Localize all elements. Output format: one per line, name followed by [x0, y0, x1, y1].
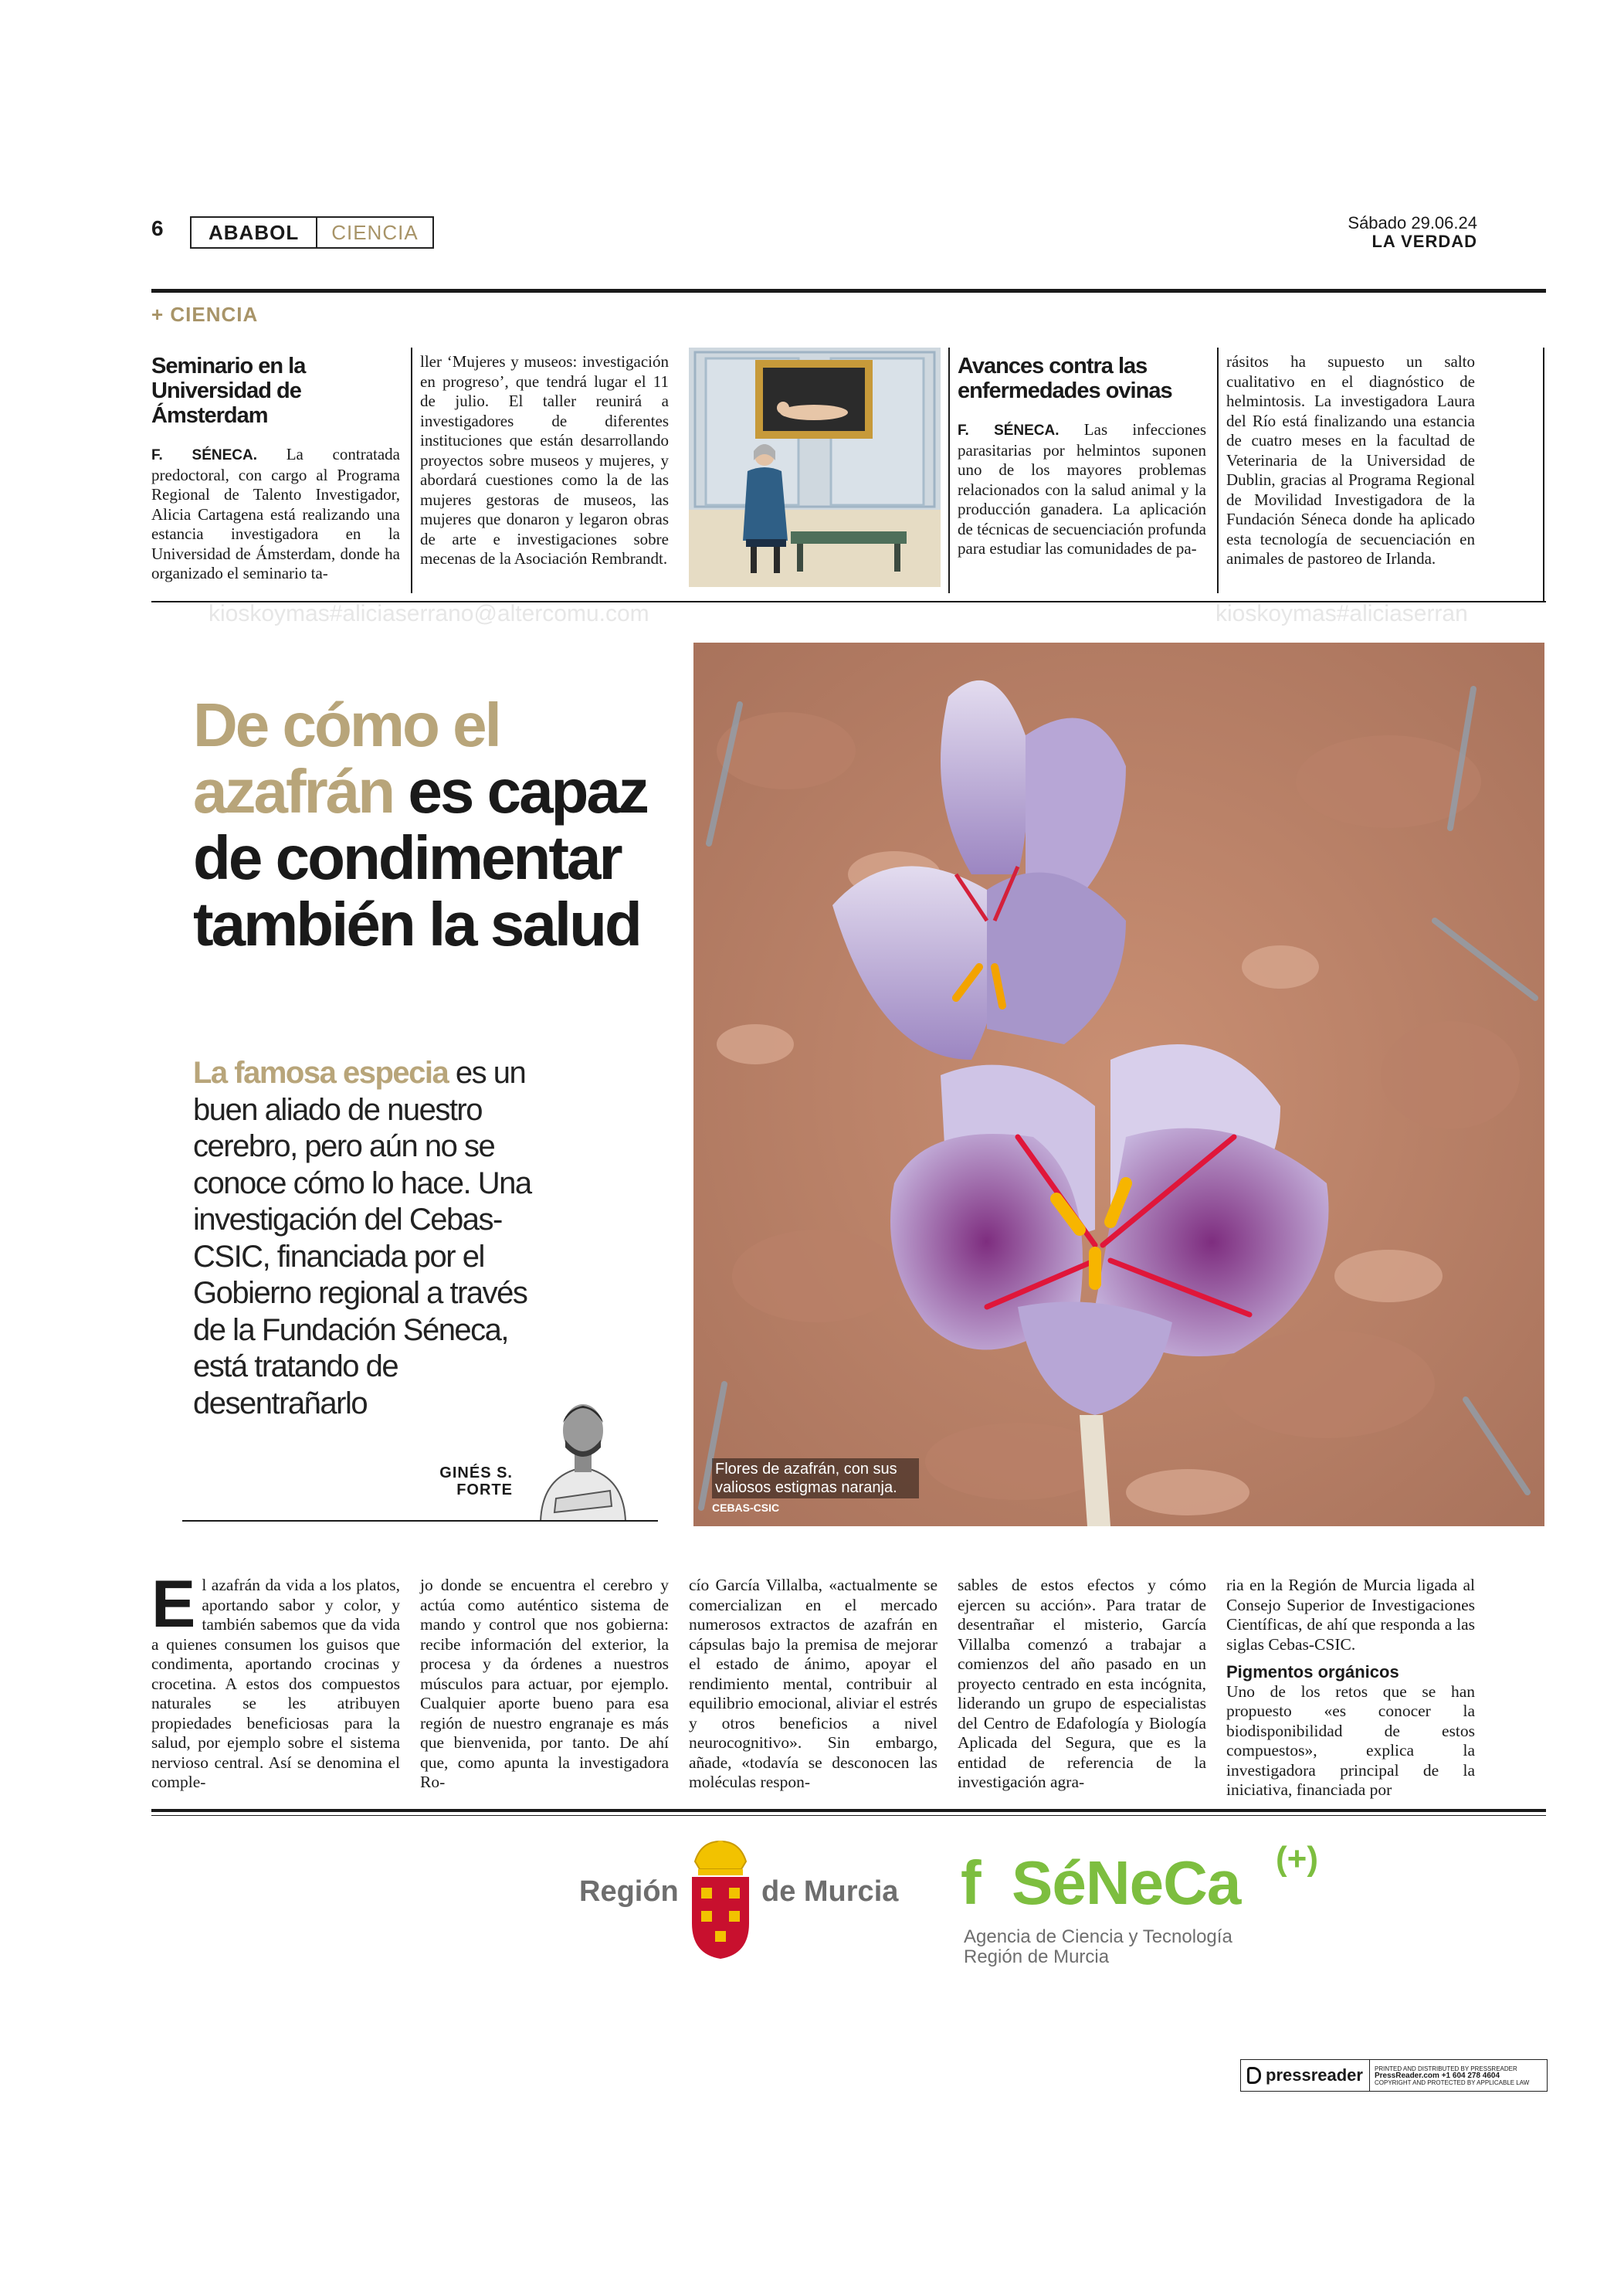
brief-ovinas-text [958, 420, 1206, 559]
brief-ovinas-title: Avances contra las enfermedades ovinas [958, 354, 1172, 403]
museum-illustration [689, 348, 941, 587]
bottom-rule-thin [151, 1815, 1546, 1816]
issue-date: Sábado 29.06.24 [1348, 213, 1477, 232]
seneca-tagline-2: Región de Murcia [964, 1946, 1110, 1967]
region-logo-text-left: Región [579, 1875, 679, 1908]
pressreader-line-3: COPYRIGHT AND PROTECTED BY APPLICABLE LAW [1374, 2079, 1530, 2086]
pressreader-line-1: PRINTED AND DISTRIBUTED BY PRESSREADER [1374, 2065, 1517, 2072]
brief-amsterdam-text [151, 445, 400, 584]
section-kicker: + CIENCIA [151, 303, 259, 326]
seneca-logo-plus: (+) [1276, 1840, 1318, 1878]
brief-ovinas [958, 354, 1206, 559]
body-column-1 [151, 1567, 400, 1793]
top-rule [151, 289, 1546, 293]
column-divider [1217, 348, 1219, 593]
region-logo-text-right: de Murcia [761, 1875, 899, 1908]
column-divider [411, 348, 412, 593]
newspaper-name: LA VERDAD [1371, 232, 1477, 251]
body-column-3: cío García Villalba, «actualmente se comercializan en el mercado numerosos extractos de azafrán en cápsulas bajo la premisa de mejorar el estado de ánimo, apoyar el rendimiento mental, contribuir al equilibrio emocional, aliviar el estrés y otros beneficios a nivel neurocognitivo». Sin embargo, añade, «todavía se desconocen las moléculas respon- [689, 1576, 937, 1791]
saffron-photo [693, 643, 1544, 1526]
column-divider [1543, 348, 1544, 602]
section-label [190, 216, 434, 249]
brand-label: ABABOL [192, 218, 317, 247]
body-column-2: jo donde se encuentra el cerebro y actúa como auténtico sistema de mando y control que nos gobierna: recibe información del exterior, la procesa y da órdenes a nuestros músculos para actuar, por ejemplo. Cualquier aporte bueno para esa región de nuestro engranaje es más que bienvenida, por tanto. De ahí que, como apunta la investigadora Ro- [420, 1576, 669, 1791]
brief-amsterdam-continued: ller ‘Mujeres y museos: investigación en progreso’, que tendrá lugar el 11 de julio. El taller reunirá a investigadores de diferentes instituciones que están desarrollando proyectos sobre museos y mujeres, y abordará cuestiones como la de las mujeres gestoras de museos, las mujeres que donaron y legaron obras de arte e investigaciones sobre mecenas de la Asociación Rembrandt. [420, 352, 669, 568]
author-byline [428, 1464, 513, 1498]
brief-amsterdam-body: La contratada predoctoral, con cargo al Programa Regional de Talento Investigador, Alicia Cartagena está realizando una estancia investigadora en la Universidad de Ámsterdam, donde ha organizado el seminario ta- [151, 445, 401, 582]
body-text-5b: Uno de los retos que se han propuesto «es conocer la biodisponibilidad de estos compuestos», explica la investigadora principal de la iniciativa, financiada por [1226, 1681, 1475, 1799]
seneca-logo-name: SéNeCa [1012, 1848, 1241, 1917]
pressreader-icon [1247, 2067, 1261, 2084]
watermark-right: kioskoymas#aliciaserran [1215, 601, 1468, 626]
brief-ovinas-byline: F. SÉNECA. [958, 422, 1059, 439]
author-photo [525, 1383, 641, 1522]
subhead: Pigmentos orgánicos [1226, 1662, 1399, 1681]
seneca-tagline-1: Agencia de Ciencia y Tecnología [964, 1926, 1232, 1947]
photo-credit: CEBAS-CSIC [712, 1502, 780, 1514]
photo-caption: Flores de azafrán, con sus valiosos estigmas naranja. [712, 1458, 919, 1498]
headline-gold: De cómo el azafrán [193, 691, 500, 826]
deck-rest: es un buen aliado de nuestro cerebro, pero aún no se conoce cómo lo hace. Una investigación del Cebas-CSIC, financiada por el Gobierno regional a través de la Fundación Séneca, está tratando de desentrañarlo [193, 1056, 531, 1420]
pressreader-fineprint [1370, 2065, 1529, 2086]
pressreader-line-2: PressReader.com +1 604 278 4604 [1374, 2071, 1500, 2080]
author-first: GINÉS S. [439, 1464, 513, 1481]
article-deck [193, 1055, 548, 1422]
body-column-5 [1226, 1576, 1475, 1800]
region-crest-icon [686, 1838, 755, 1962]
body-text-1: l azafrán da vida a los platos, aportando sabor y color, y también sabemos que da vida a quienes consumen los guisos que condimenta, aportando crocinas y crocetina. A estos dos compuestos naturales se les atribuyen propiedades beneficiosas para la salud, por ejemplo sobre el sistema nervioso central. Así se denomina el comple- [151, 1576, 400, 1791]
section-name: CIENCIA [331, 220, 419, 244]
deck-gold: La famosa especia [193, 1056, 449, 1090]
page-number: 6 [151, 216, 164, 240]
pressreader-badge [1240, 2059, 1548, 2092]
brief-amsterdam-title: Seminario en la Universidad de Ámsterdam [151, 354, 306, 428]
article-headline [193, 692, 672, 958]
pressreader-logo [1241, 2060, 1370, 2091]
watermark-left: kioskoymas#aliciaserrano@altercomu.com [209, 601, 649, 626]
pressreader-logo-text: pressreader [1266, 2065, 1363, 2085]
body-column-4: sables de estos efectos y cómo ejercen su acción». Para tratar de desentrañar el misterio, García Villalba comenzó a trabajar a comienzos del año pasado en un proyecto centrado en esta incógnita, liderando un grupo de especialistas del Centro de Edafología y Biología Aplicada del Segura, que es la entidad de referencia de la investigación agra- [958, 1576, 1206, 1791]
brief-ovinas-continued: rásitos ha supuesto un salto cualitativo en el diagnóstico de helmintosis. La investigadora Laura del Río está finalizando una estancia de cuatro meses en la facultad de Veterinaria de la Universidad de Dublin, gracias al Programa Regional de Movilidad Investigadora de la Fundación Séneca donde ha aplicado esta tecnología de secuenciación en animales de pastoreo de Irlanda. [1226, 352, 1475, 568]
brief-ovinas-body: Las infecciones parasitarias por helmintos suponen uno de los mayores problemas relacionados con la salud animal y la producción ganadera. La aplicación de técnicas de secuenciación profunda para estudiar las comunidades de pa- [958, 420, 1206, 558]
brief-amsterdam [151, 354, 400, 584]
brief-amsterdam-byline: F. SÉNECA. [151, 447, 257, 463]
column-divider [948, 348, 950, 593]
bottom-rule [151, 1809, 1546, 1812]
seneca-logo-mark: f [961, 1848, 982, 1917]
author-rule [182, 1520, 658, 1522]
author-last: FORTE [456, 1481, 513, 1498]
body-text-5a: ria en la Región de Murcia ligada al Consejo Superior de Investigaciones Científicas, de ahí que responda a las siglas Cebas-CSIC. [1226, 1576, 1475, 1654]
headline-black: es capaz de condimentar también la salud [193, 757, 647, 959]
drop-cap: E [151, 1567, 196, 1641]
